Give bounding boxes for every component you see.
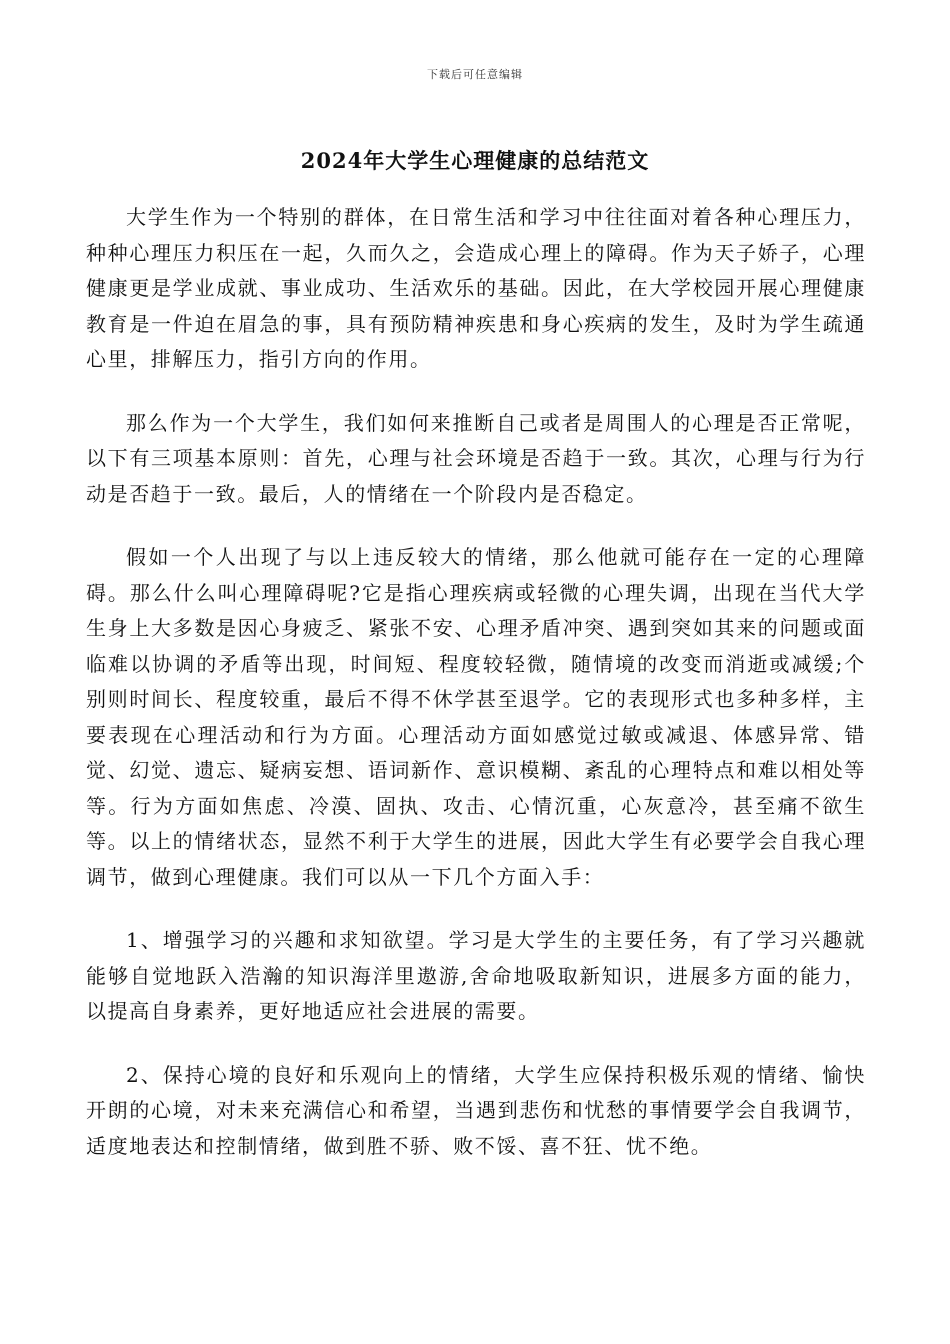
paragraph-obstacles: 假如一个人出现了与以上违反较大的情绪，那么他就可能存在一定的心理障碍。那么什么叫心理障碍呢?它是指心理疾病或轻微的心理失调，出现在当代大学生身上大多数是因心身疲乏、紧张不安、心理矛盾冲突、遇到突如其来的问题或面临难以协调的矛盾等出现，时间短、程度较轻微，随情境的改变而消逝或减缓;个别则时间长、程度较重，最后不得不休学甚至退学。它的表现形式也多种多样，主要表现在心理活动和行为方面。心理活动方面如感觉过敏或减退、体感异常、错觉、幻觉、遗忘、疑病妄想、语词新作、意识模糊、紊乱的心理特点和难以相处等等。行为方面如焦虑、冷漠、固执、攻击、心情沉重，心灰意冷，甚至痛不欲生等。以上的情绪状态，显然不利于大学生的进展，因此大学生有必要学会自我心理调节，做到心理健康。我们可以从一下几个方面入手： [86,545,866,889]
document-body [86,200,866,1192]
document-title: 2024年大学生心理健康的总结范文 [300,148,650,173]
paragraph-principles: 那么作为一个大学生，我们如何来推断自己或者是周围人的心理是否正常呢，以下有三项基本原则：首先，心理与社会环境是否趋于一致。其次，心理与行为行动是否趋于一致。最后，人的情绪在一个阶段内是否稳定。 [86,410,866,506]
paragraph-point-1: 1、增强学习的兴趣和求知欲望。学习是大学生的主要任务，有了学习兴趣就能够自觉地跃入浩瀚的知识海洋里遨游,舍命地吸取新知识，进展多方面的能力，以提高自身素养，更好地适应社会进展的需要。 [86,928,866,1023]
paragraph-intro: 大学生作为一个特别的群体，在日常生活和学习中往往面对着各种心理压力，种种心理压力积压在一起，久而久之，会造成心理上的障碍。作为天子娇子，心理健康更是学业成就、事业成功、生活欢乐的基础。因此，在大学校园开展心理健康教育是一件迫在眉急的事，具有预防精神疾患和身心疾病的发生，及时为学生疏通心里，排解压力，指引方向的作用。 [86,205,866,371]
paragraph-point-2: 2、保持心境的良好和乐观向上的情绪，大学生应保持积极乐观的情绪、愉快开朗的心境，对未来充满信心和希望，当遇到悲伤和忧愁的事情要学会自我调节，适度地表达和控制情绪，做到胜不骄、败不馁、喜不狂、忧不绝。 [86,1062,866,1158]
page-header-note: 下载后可任意编辑 [427,68,523,81]
